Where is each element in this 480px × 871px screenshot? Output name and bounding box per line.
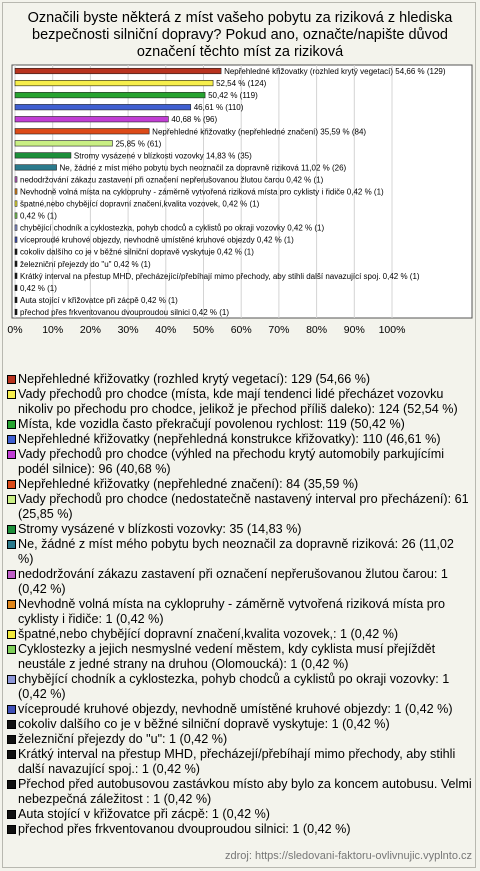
legend-item	[6, 522, 472, 537]
x-tick-label: 60%	[230, 324, 252, 336]
legend-swatch	[7, 645, 16, 654]
x-tick-label: 40%	[155, 324, 177, 336]
legend-swatch	[7, 570, 16, 579]
legend-label: železniční přejezdy do "u": 1 (0,42 %)	[18, 732, 228, 746]
bar	[15, 213, 17, 219]
legend-label: Vady přechodů pro chodce (nedostatečně nastavený interval pro přecházení): 61 (25,85 %)	[18, 492, 469, 521]
legend-label: Cyklostezky a jejich nesmyslné vedení městem, kdy cyklista musí přejíždět neustále z jedné strany na druhou (Olomoucká): 1 (0,42 %)	[18, 642, 436, 671]
legend-label: Přechod před autobusovou zastávkou místo aby bylo za koncem autobusu. Velmi nebezpečná záležitost : 1 (0,42 %)	[18, 777, 472, 806]
legend-label: přechod přes frkventovanou dvouproudou silnici: 1 (0,42 %)	[18, 822, 351, 836]
bar	[15, 92, 205, 98]
legend-swatch	[7, 735, 16, 744]
bar	[15, 129, 149, 135]
legend-swatch	[7, 600, 16, 609]
bar	[15, 80, 213, 86]
bar-label: Auta stojící v křižovatce při zácpě 0,42 % (1)	[20, 295, 178, 305]
legend-item	[6, 672, 472, 702]
legend-swatch	[7, 810, 16, 819]
bar	[15, 297, 17, 303]
x-tick-label: 10%	[42, 324, 64, 336]
bar-label: Nevhodně volná místa na cyklopruhy - záměrně vytvořená riziková místa pro cyklisty i řidiče 0,42 % (1)	[20, 187, 384, 197]
legend-item	[6, 417, 472, 432]
legend-item	[6, 807, 472, 822]
legend-swatch	[7, 450, 16, 459]
bar-label: nedodržování zákazu zastavení při označení nepřerušovanou žlutou čarou 0,42 % (1)	[20, 175, 324, 185]
bar	[15, 285, 17, 291]
legend-item	[6, 747, 472, 777]
bar	[15, 153, 71, 159]
legend-label: chybějící chodník a cyklostezka, pohyb chodců a cyklistů po okraji vozovky: 1 (0,42 %)	[18, 672, 450, 701]
x-tick-label: 90%	[343, 324, 365, 336]
legend-label: Ne, žádné z míst mého pobytu bych neoznačil za dopravně riziková: 26 (11,02 %)	[18, 537, 454, 566]
x-tick-label: 20%	[79, 324, 101, 336]
legend-swatch	[7, 720, 16, 729]
legend-label: Nepřehledné křižovatky (nepřehledné značení): 84 (35,59 %)	[18, 477, 359, 491]
bar	[15, 68, 221, 74]
legend-swatch	[7, 495, 16, 504]
bar-label: 50,42 % (119)	[208, 91, 258, 101]
legend-swatch	[7, 375, 16, 384]
bar	[15, 273, 17, 279]
x-tick-label: 100%	[378, 324, 406, 336]
bar-label: přechod přes frkventovanou dvouproudou silnici 0,42 % (1)	[20, 307, 230, 317]
bar	[15, 249, 17, 255]
legend-item	[6, 432, 472, 447]
source-note: zdroj: https://sledovani-faktoru-ovlivnujic.vyplnto.cz	[225, 850, 472, 862]
legend-item	[6, 822, 472, 837]
legend-swatch	[7, 420, 16, 429]
legend-label: Auta stojící v křižovatce při zácpě: 1 (0,42 %)	[18, 807, 270, 821]
bar-label: Ne, žádné z míst mého pobytu bych neoznačil za dopravně riziková 11,02 % (26)	[59, 163, 347, 173]
legend-item	[6, 492, 472, 522]
legend-item	[6, 597, 472, 627]
x-tick-label: 30%	[117, 324, 139, 336]
legend-swatch	[7, 525, 16, 534]
bar	[15, 237, 17, 243]
legend-swatch	[7, 630, 16, 639]
legend-item	[6, 372, 472, 387]
bar	[15, 165, 57, 171]
bar-label: 0,42 % (1)	[20, 283, 57, 293]
chart-title: Označili byste některá z míst vašeho pobytu za riziková z hlediska bezpečnosti silniční dopravy? Pokud ano, označte/napište důvod označení těchto míst za riziková	[27, 10, 453, 60]
bar-label: Krátký interval na přestup MHD, přecházející/přebíhají mimo přechody, aby stihli další navazující spoj. 0,42 % (1)	[20, 271, 420, 281]
legend-label: Krátký interval na přestup MHD, přecházejí/přebíhají mimo přechody, aby stihli další navazující spoj.: 1 (0,42 %)	[18, 747, 456, 776]
legend-item	[6, 642, 472, 672]
legend-item	[6, 387, 472, 417]
bar-label: cokoliv dalšího co je v běžné silniční dopravě vyskytuje 0,42 % (1)	[20, 247, 254, 257]
legend-swatch	[7, 540, 16, 549]
legend-swatch	[7, 780, 16, 789]
bar	[15, 189, 17, 195]
bar-label: Nepřehledné křižovatky (rozhled krytý vegetací) 54,66 % (129)	[224, 67, 446, 77]
legend-label: cokoliv dalšího co je v běžné silniční dopravě vyskytuje: 1 (0,42 %)	[18, 717, 390, 731]
legend	[6, 372, 472, 837]
bar-chart	[0, 0, 480, 372]
legend-label: Nepřehledné křižovatky (rozhled krytý vegetací): 129 (54,66 %)	[18, 372, 371, 386]
legend-item	[6, 567, 472, 597]
x-tick-label: 70%	[268, 324, 290, 336]
x-tick-label: 50%	[192, 324, 215, 336]
bar	[15, 309, 17, 315]
x-tick-label: 80%	[306, 324, 328, 336]
legend-swatch	[7, 675, 16, 684]
bar	[15, 141, 112, 147]
legend-item	[6, 477, 472, 492]
legend-label: víceproudé kruhové objezdy, nevhodně umístěné kruhové objezdy: 1 (0,42 %)	[18, 702, 453, 716]
legend-item	[6, 717, 472, 732]
legend-label: nedodržování zákazu zastavení při označení nepřerušovanou žlutou čarou: 1 (0,42 %)	[18, 567, 448, 596]
legend-label: Vady přechodů pro chodce (výhled na přechodu krytý automobily parkujícími podél silnice): 96 (40,68 %)	[18, 447, 445, 476]
bar-label: železniční přejezdy do "u" 0,42 % (1)	[20, 259, 151, 269]
bar	[15, 225, 17, 231]
legend-swatch	[7, 750, 16, 759]
bar	[15, 116, 168, 122]
legend-item	[6, 447, 472, 477]
bar	[15, 177, 17, 183]
legend-swatch	[7, 390, 16, 399]
bar	[15, 261, 17, 267]
legend-label: Vady přechodů pro chodce (místa, kde mají tendenci lidé přecházet vozovku nikoliv po přechodu pro chodce, jelikož je přechod příliš daleko): 124 (52,54 %)	[18, 387, 458, 416]
legend-item	[6, 627, 472, 642]
legend-item	[6, 777, 472, 807]
bar-label: víceproudé kruhové objezdy, nevhodně umístěné kruhové objezdy 0,42 % (1)	[20, 235, 294, 245]
bar-label: 46,61 % (110)	[193, 103, 244, 113]
bar-label: Nepřehledné křižovatky (nepřehledné značení) 35,59 % (84)	[152, 127, 367, 137]
x-tick-label: 0%	[7, 324, 23, 336]
legend-label: Místa, kde vozidla často překračují povolenou rychlost: 119 (50,42 %)	[18, 417, 405, 431]
legend-swatch	[7, 435, 16, 444]
bar	[15, 201, 17, 207]
bar-label: 40,68 % (96)	[171, 115, 218, 125]
legend-label: Stromy vysázené v blízkosti vozovky: 35 (14,83 %)	[18, 522, 302, 536]
legend-item	[6, 537, 472, 567]
bar-label: chybějící chodník a cyklostezka, pohyb chodců a cyklistů po okraji vozovky 0,42 % (1)	[20, 223, 325, 233]
legend-swatch	[7, 705, 16, 714]
bar-label: 25,85 % (61)	[115, 139, 162, 149]
legend-item	[6, 732, 472, 747]
legend-swatch	[7, 825, 16, 834]
bar	[15, 104, 191, 110]
bar-label: Stromy vysázené v blízkosti vozovky 14,83 % (35)	[73, 151, 252, 161]
legend-swatch	[7, 480, 16, 489]
legend-item	[6, 702, 472, 717]
legend-label: Nepřehledné křižovatky (nepřehledná konstrukce křižovatky): 110 (46,61 %)	[18, 432, 441, 446]
bar-label: 52,54 % (124)	[216, 79, 267, 89]
legend-label: špatné,nebo chybějící dopravní značení,kvalita vozovek,: 1 (0,42 %)	[18, 627, 399, 641]
legend-label: Nevhodně volná místa na cyklopruhy - záměrně vytvořená riziková místa pro cyklisty i řidiče: 1 (0,42 %)	[18, 597, 445, 626]
bar-label: špatné,nebo chybějící dopravní značení,kvalita vozovek, 0,42 % (1)	[20, 199, 260, 209]
bar-label: 0,42 % (1)	[20, 211, 57, 221]
